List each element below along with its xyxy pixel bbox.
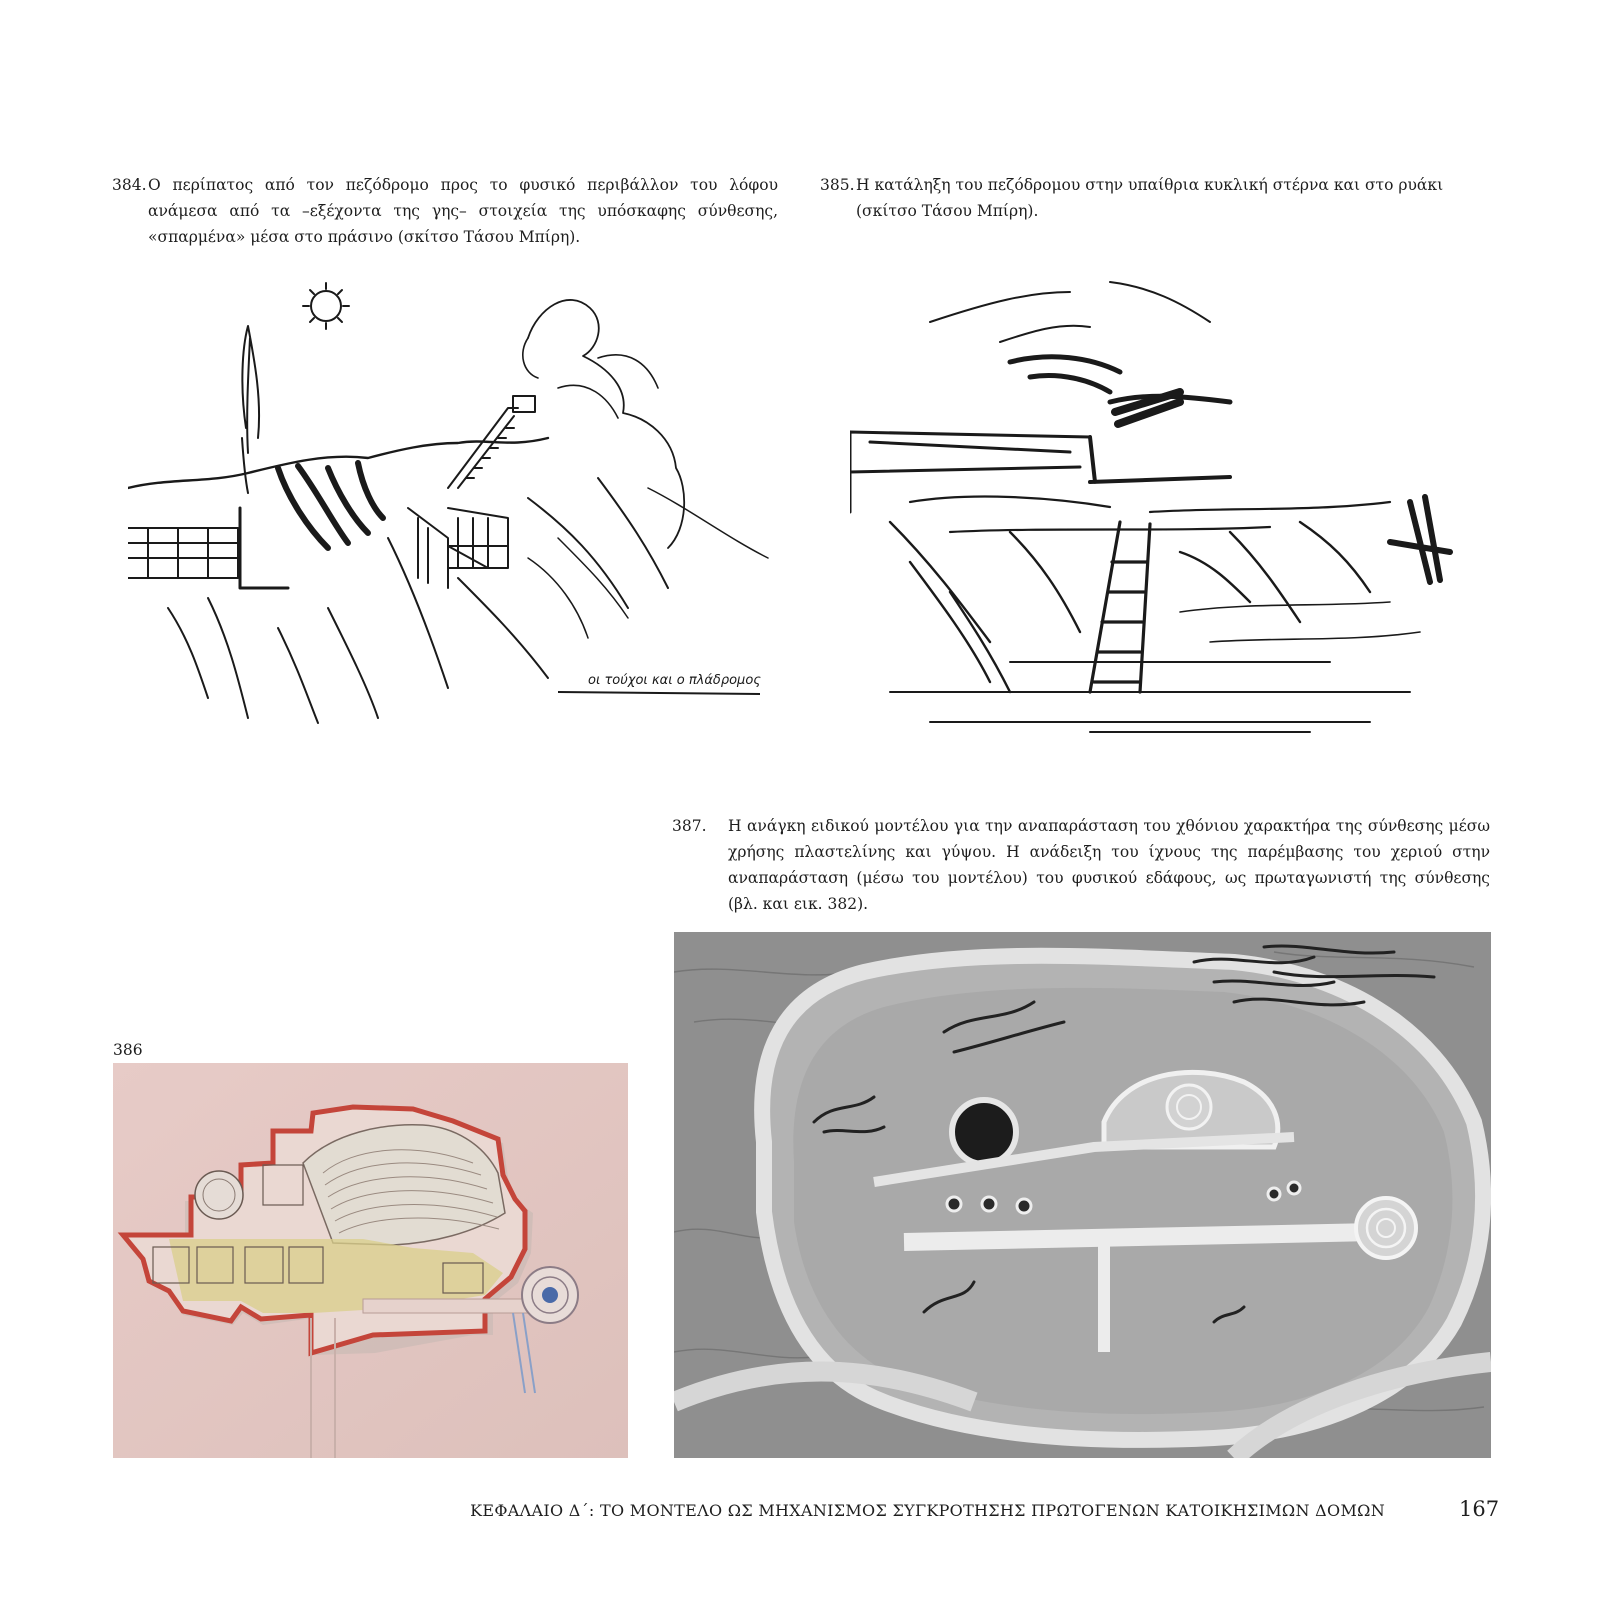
sketch-handwritten-note: οι τούχοι και ο πλάδρομος <box>588 673 761 688</box>
caption-387 <box>672 813 1490 917</box>
sketch-cistern-stream <box>850 262 1490 762</box>
caption-384 <box>112 172 778 250</box>
caption-text-385: Η κατάληξη του πεζόδρομου στην υπαίθρια κυκλική στέρνα και στο ρυάκι (σκίτσο Τάσου Μπίρη). <box>856 176 1444 220</box>
figure-number-387: 387. <box>672 817 707 835</box>
figure-number-384: 384. <box>112 176 147 194</box>
figure-number-386: 386 <box>113 1041 143 1059</box>
caption-385 <box>820 172 1490 224</box>
plaster-model-photo <box>674 932 1491 1458</box>
running-chapter-title: ΚΕΦΑΛΑΙΟ Δ΄: ΤΟ ΜΟΝΤΕΛΟ ΩΣ ΜΗΧΑΝΙΣΜΟΣ ΣΥΓΚΡΟΤΗΣΗΣ ΠΡΩΤΟΓΕΝΩΝ ΚΑΤΟΙΚΗΣΙΜΩΝ ΔΟΜΩΝ <box>470 1501 1385 1520</box>
caption-text-384: Ο περίπατος από τον πεζόδρομο προς το φυσικό περιβάλλον του λόφου ανάμεσα από τα –εξέχοντα της γης– στοιχεία της υπόσκαφης σύνθεσης, «σπαρμένα» μέσα στο πράσινο (σκίτσο Τάσου Μπίρη). <box>148 176 778 246</box>
sketch-hillside-walk <box>128 278 788 728</box>
floor-plan-drawing <box>113 1063 628 1458</box>
cypress-drawing <box>242 326 259 493</box>
page-footer <box>0 1497 1600 1531</box>
sun-drawing <box>303 283 349 329</box>
figure-number-385: 385. <box>820 176 855 194</box>
page-number: 167 <box>1459 1497 1500 1521</box>
caption-text-387: Η ανάγκη ειδικού μοντέλου για την αναπαράσταση του χθόνιου χαρακτήρα της σύνθεσης μέσω χρήσης πλαστελίνης και γύψου. Η ανάδειξη του ίχνους της παρέμβασης του χεριού στην αναπαράσταση (μέσω του μοντέλου) του φυσικού εδάφους, ως πρωταγωνιστή της σύνθεσης (βλ. και εικ. 382). <box>728 817 1490 913</box>
